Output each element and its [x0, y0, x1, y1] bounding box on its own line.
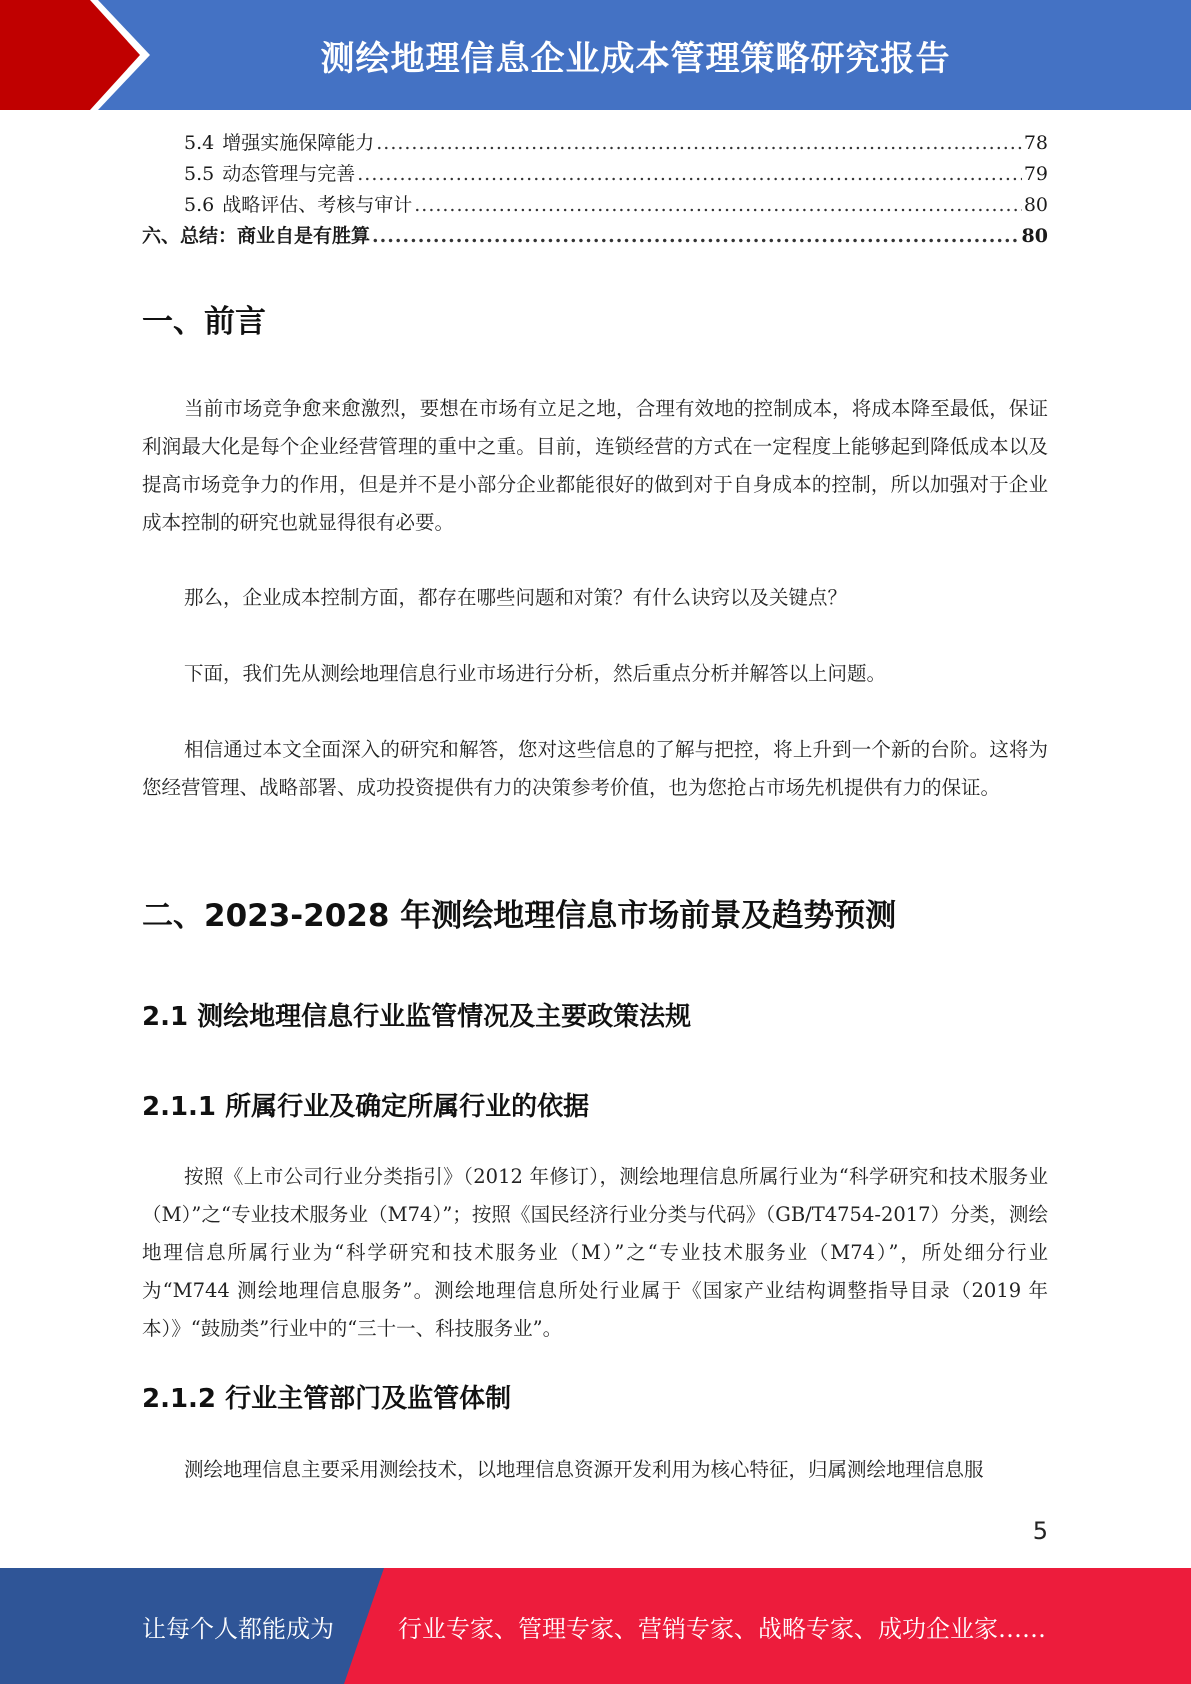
toc-entry-label: 战略评估、考核与审计	[222, 194, 413, 216]
toc-entry-number: 5.6	[184, 194, 215, 216]
preface-paragraph-2: 那么，企业成本控制方面，都存在哪些问题和对策？有什么诀窍以及关键点？	[184, 586, 848, 609]
toc-entry[interactable]	[142, 159, 1048, 190]
toc-entry[interactable]	[142, 190, 1048, 221]
page-footer	[0, 1568, 1191, 1684]
toc-entry-number: 5.5	[184, 163, 215, 185]
subsection-heading-2-1-2: 2.1.2 行业主管部门及监管体制	[142, 1384, 512, 1414]
preface-paragraph-4: 相信通过本文全面深入的研究和解答，您对这些信息的了解与把控，将上升到一个新的台阶。这将为您经营管理、战略部署、成功投资提供有力的决策参考价值，也为您抢占市场先机提供有力的保证。	[142, 738, 1048, 799]
footer-slogan-left: 让每个人都能成为	[142, 1614, 334, 1643]
toc-leader-dots	[376, 128, 1022, 159]
toc-leader-dots	[357, 159, 1022, 190]
industry-classification-paragraph: 按照《上市公司行业分类指引》（2012 年修订），测绘地理信息所属行业为“科学研究和技术服务业（M）”之“专业技术服务业（M74）”；按照《国民经济行业分类与代码》（GB/T4754-2017）分类，测绘地理信息所属行业为“科学研究和技术服务业（M）”之“专业技术服务业（M74）”，所处细分行业为“M744 测绘地理信息服务”。测绘地理信息所处行业属于《国家产业结构调整指导目录（2019 年本）》“鼓励类”行业中的“三十一、科技服务业”。	[142, 1165, 1048, 1340]
toc-leader-dots	[414, 190, 1022, 221]
toc-entry-page: 80	[1023, 194, 1048, 216]
toc-entry-page: 80	[1021, 225, 1048, 247]
toc-entry-page: 78	[1023, 132, 1048, 154]
toc-entry-label: 增强实施保障能力	[222, 132, 375, 154]
toc-entry-label: 六、总结：商业自是有胜算	[142, 225, 371, 247]
page-number: 5	[1032, 1517, 1048, 1545]
subsection-heading-2-1: 2.1 测绘地理信息行业监管情况及主要政策法规	[142, 1002, 692, 1032]
section-heading-preface: 一、前言	[142, 304, 266, 340]
table-of-contents	[142, 128, 1048, 252]
subsection-heading-2-1-1: 2.1.1 所属行业及确定所属行业的依据	[142, 1092, 590, 1122]
regulation-paragraph: 测绘地理信息主要采用测绘技术，以地理信息资源开发利用为核心特征，归属测绘地理信息服	[184, 1458, 984, 1481]
report-title: 测绘地理信息企业成本管理策略研究报告	[320, 38, 951, 79]
footer-slogan-right: 行业专家、管理专家、营销专家、战略专家、成功企业家……	[398, 1614, 1046, 1643]
page-header	[0, 0, 1191, 110]
preface-paragraph-3: 下面，我们先从测绘地理信息行业市场进行分析，然后重点分析并解答以上问题。	[184, 662, 887, 685]
toc-entry[interactable]	[142, 221, 1048, 252]
toc-entry-page: 79	[1023, 163, 1048, 185]
preface-paragraph-1: 当前市场竞争愈来愈激烈，要想在市场有立足之地，合理有效地的控制成本，将成本降至最低，保证利润最大化是每个企业经营管理的重中之重。目前，连锁经营的方式在一定程度上能够起到降低成本以及提高市场竞争力的作用，但是并不是小部分企业都能很好的做到对于自身成本的控制，所以加强对于企业成本控制的研究也就显得很有必要。	[142, 397, 1048, 534]
section-heading-forecast: 二、2023-2028 年测绘地理信息市场前景及趋势预测	[142, 898, 897, 934]
toc-entry-number: 5.4	[184, 132, 215, 154]
toc-entry-label: 动态管理与完善	[222, 163, 356, 185]
toc-leader-dots	[372, 221, 1020, 252]
toc-entry[interactable]	[142, 128, 1048, 159]
